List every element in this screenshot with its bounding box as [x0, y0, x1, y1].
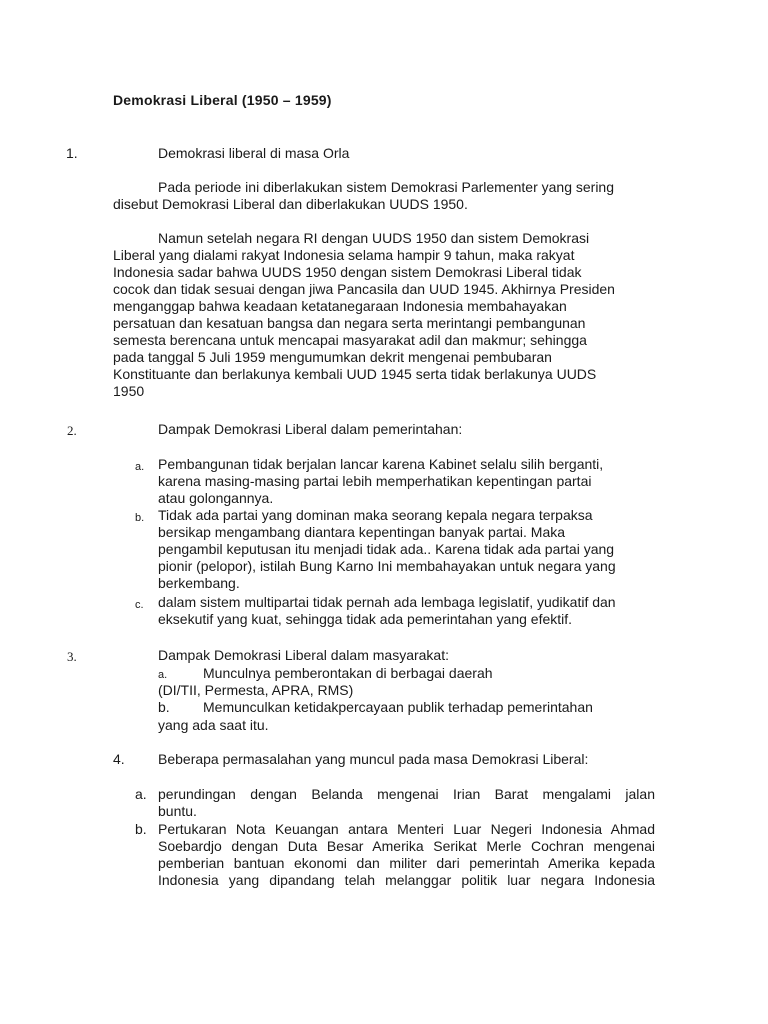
section-3-item-a-text: Munculnya pemberontakan di berbagai daerah	[203, 665, 493, 681]
section-4-item-b	[158, 821, 655, 889]
section-3-item-a-marker: a.	[158, 669, 168, 681]
text-line: disebut Demokrasi Liberal dan diberlakukan UUDS 1950.	[113, 196, 468, 212]
text-line: Soebardjo dengan Duta Besar Amerika Serikat Merle Cochran mengenai	[158, 838, 655, 854]
text-line: 1950	[113, 383, 145, 399]
text-line: pengambil keputusan itu menjadi tidak ada.. Karena tidak ada partai yang	[158, 541, 615, 557]
text-line: Tidak ada partai yang dominan maka seorang kepala negara terpaksa	[158, 507, 593, 523]
section-1-paragraph-2	[113, 230, 615, 400]
text-line: pada tanggal 5 Juli 1959 mengumumkan dekrit mengenai pembubaran	[113, 349, 552, 365]
text-line: persatuan dan kesatuan bangsa dan negara serta merintangi pembangunan	[113, 315, 586, 331]
text-line: Pertukaran Nota Keuangan antara Menteri Luar Negeri Indonesia Ahmad	[158, 821, 655, 837]
section-2-heading: Dampak Demokrasi Liberal dalam pemerintahan:	[158, 421, 463, 437]
text-line: Konstituante dan berlakunya kembali UUD 1945 serta tidak berlakunya UUDS	[113, 366, 597, 382]
text-line: Pembangunan tidak berjalan lancar karena Kabinet selalu silih berganti,	[158, 456, 604, 472]
document-title: Demokrasi Liberal (1950 – 1959)	[113, 92, 332, 108]
section-3-item-a-continuation: (DI/TII, Permesta, APRA, RMS)	[158, 682, 354, 698]
text-line: pemberian bantuan ekonomi dan militer dari pemerintah Amerika kepada	[158, 855, 655, 871]
text-line: dalam sistem multipartai tidak pernah ada lembaga legislatif, yudikatif dan	[158, 594, 616, 610]
section-1-heading: Demokrasi liberal di masa Orla	[158, 145, 350, 161]
section-3-item-b-continuation: yang ada saat itu.	[158, 717, 269, 733]
section-4-item-a-marker: a.	[135, 786, 147, 802]
section-2-item-c-marker: c.	[135, 599, 144, 611]
section-3-number: 3.	[67, 649, 77, 664]
section-2-item-a	[158, 456, 603, 507]
section-3-item-b-marker: b.	[158, 699, 170, 715]
section-4-number: 4.	[113, 751, 125, 767]
text-line: eksekutif yang kuat, sehingga tidak ada pemerintahan yang efektif.	[158, 611, 573, 627]
text-line: Pada periode ini diberlakukan sistem Demokrasi Parlementer yang sering	[158, 179, 615, 195]
text-line: bersikap mengambang diantara kepentingan banyak partai. Maka	[158, 524, 566, 540]
text-line: berkembang.	[158, 575, 240, 591]
section-2-item-b	[158, 507, 616, 592]
text-line: semesta berencana untuk mencapai masyarakat adil dan makmur; sehingga	[113, 332, 587, 348]
text-line: Liberal yang dialami rakyat Indonesia selama hampir 9 tahun, maka rakyat	[113, 247, 575, 263]
section-1-number: 1.	[66, 145, 78, 161]
section-3-item-b-text: Memunculkan ketidakpercayaan publik terhadap pemerintahan	[203, 699, 593, 715]
text-line: cocok dan tidak sesuai dengan jiwa Pancasila dan UUD 1945. Akhirnya Presiden	[113, 281, 615, 297]
text-line: Indonesia sadar bahwa UUDS 1950 dengan sistem Demokrasi Liberal tidak	[113, 264, 582, 280]
text-line: Indonesia yang dipandang telah melanggar politik luar negara Indonesia	[158, 872, 655, 888]
section-2-number: 2.	[67, 423, 77, 438]
text-line: perundingan dengan Belanda mengenai Irian Barat mengalami jalan	[158, 786, 655, 802]
text-line: pionir (pelopor), istilah Bung Karno Ini membahayakan untuk negara yang	[158, 558, 616, 574]
section-4-item-a	[158, 786, 655, 820]
text-line: karena masing-masing partai lebih memperhatikan kepentingan partai	[158, 473, 592, 489]
section-1-paragraph-1	[113, 179, 614, 213]
text-line: buntu.	[158, 803, 197, 819]
section-3-heading: Dampak Demokrasi Liberal dalam masyarakat:	[158, 647, 449, 663]
section-2-item-c	[158, 594, 616, 628]
section-4-heading: Beberapa permasalahan yang muncul pada masa Demokrasi Liberal:	[158, 751, 589, 767]
section-4-item-b-marker: b.	[135, 821, 147, 837]
text-line: Namun setelah negara RI dengan UUDS 1950 dan sistem Demokrasi	[158, 230, 590, 246]
text-line: menganggap bahwa keadaan ketatanegaraan Indonesia membahayakan	[113, 298, 567, 314]
text-line: atau golongannya.	[158, 490, 274, 506]
section-2-item-b-marker: b.	[135, 512, 145, 524]
section-2-item-a-marker: a.	[135, 461, 145, 473]
